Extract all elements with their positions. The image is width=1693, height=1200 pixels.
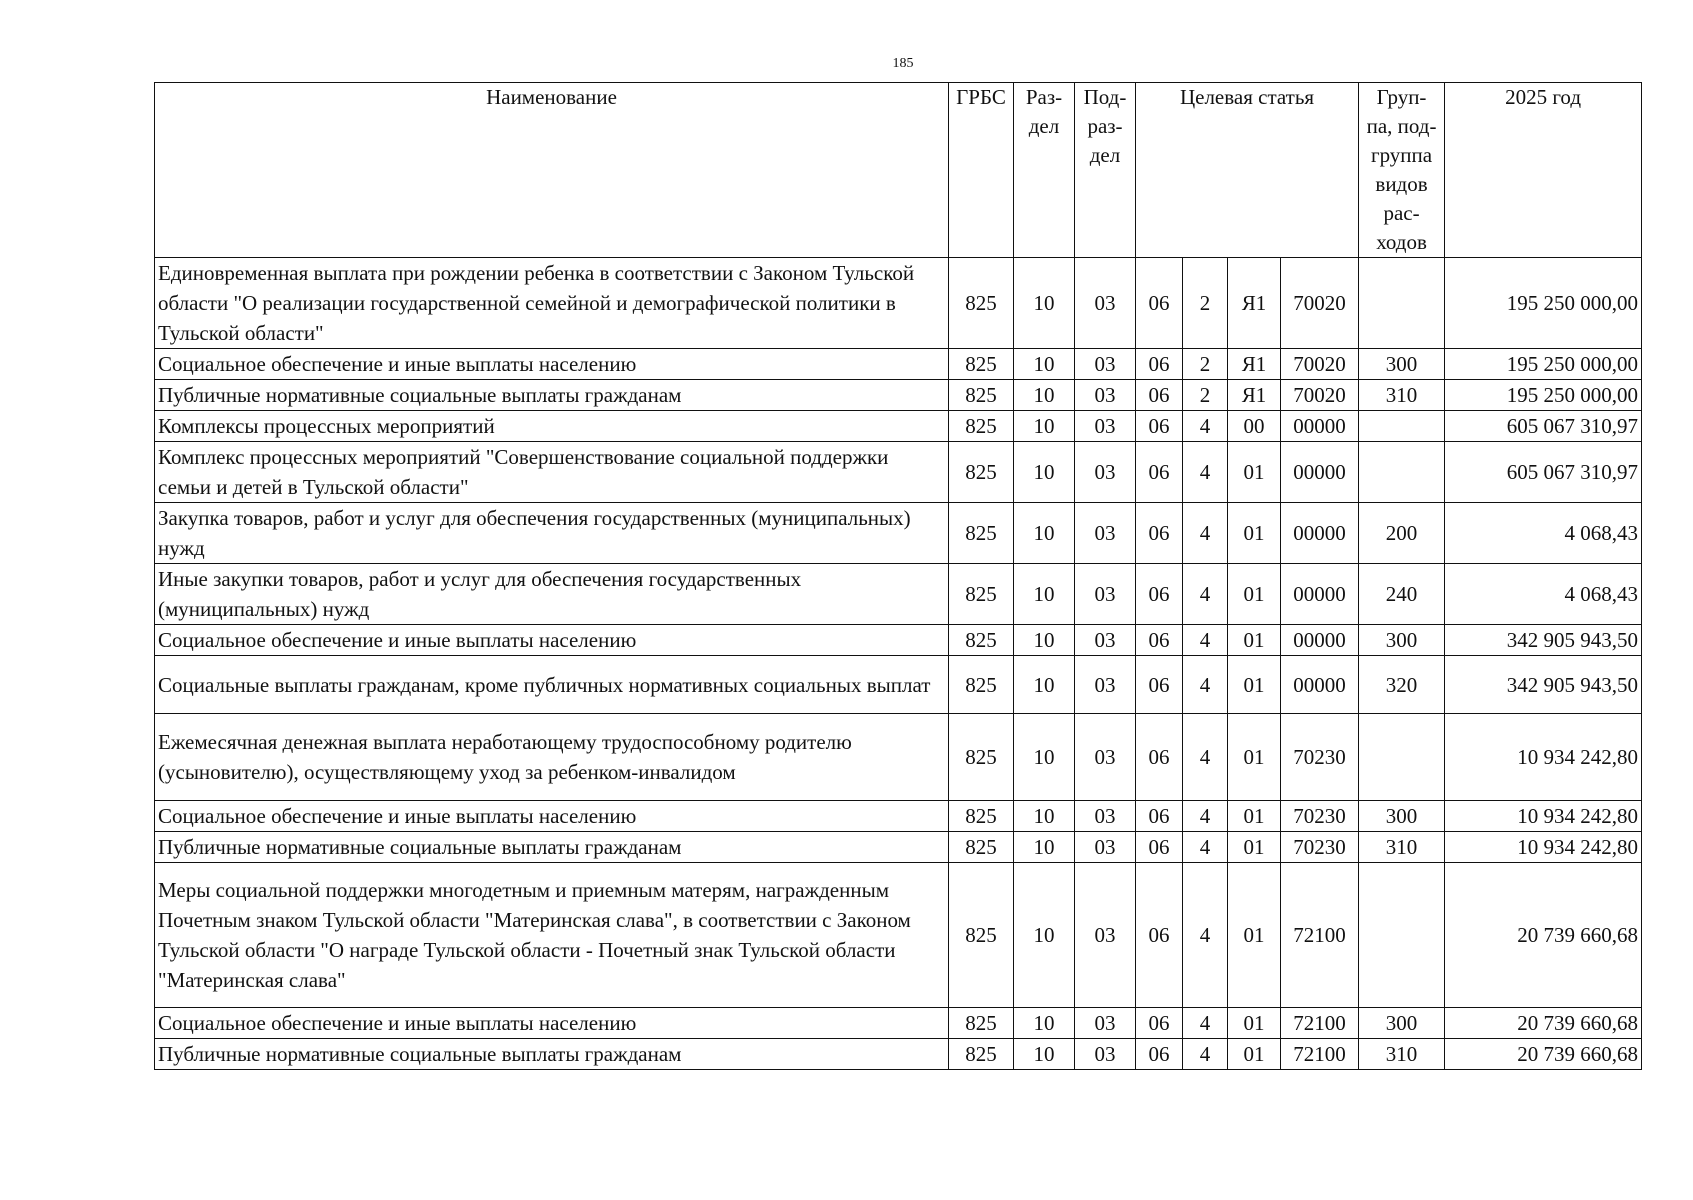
row-target-part2: 4 <box>1183 863 1228 1008</box>
row-podrazdel: 03 <box>1075 1008 1136 1039</box>
table-row <box>155 832 1642 863</box>
row-target-part4: 00000 <box>1281 503 1359 564</box>
row-podrazdel: 03 <box>1075 832 1136 863</box>
table-row <box>155 801 1642 832</box>
row-name: Единовременная выплата при рождении ребенка в соответствии с Законом Тульской области "О реализации государственной семейной и демографической политики в Тульской области" <box>155 258 949 349</box>
row-razdel: 10 <box>1014 801 1075 832</box>
row-podrazdel: 03 <box>1075 503 1136 564</box>
row-target-part2: 2 <box>1183 380 1228 411</box>
header-podrazdel: Под- раз- дел <box>1075 83 1136 258</box>
budget-table <box>154 82 1642 1070</box>
row-target-part1: 06 <box>1136 714 1183 801</box>
row-target-part1: 06 <box>1136 503 1183 564</box>
row-target-part1: 06 <box>1136 832 1183 863</box>
row-target-part3: 01 <box>1228 832 1281 863</box>
row-name: Социальное обеспечение и иные выплаты населению <box>155 349 949 380</box>
table-row <box>155 380 1642 411</box>
row-grbs: 825 <box>949 564 1014 625</box>
row-razdel: 10 <box>1014 1039 1075 1070</box>
row-target-part4: 70020 <box>1281 380 1359 411</box>
row-razdel: 10 <box>1014 442 1075 503</box>
row-razdel: 10 <box>1014 656 1075 714</box>
table-row <box>155 1039 1642 1070</box>
row-expense-group <box>1359 714 1445 801</box>
row-name: Публичные нормативные социальные выплаты гражданам <box>155 380 949 411</box>
row-amount: 4 068,43 <box>1445 564 1642 625</box>
row-target-part1: 06 <box>1136 380 1183 411</box>
row-target-part3: 01 <box>1228 1008 1281 1039</box>
row-razdel: 10 <box>1014 564 1075 625</box>
row-podrazdel: 03 <box>1075 258 1136 349</box>
row-name: Комплексы процессных мероприятий <box>155 411 949 442</box>
row-amount: 4 068,43 <box>1445 503 1642 564</box>
row-target-part1: 06 <box>1136 258 1183 349</box>
row-podrazdel: 03 <box>1075 714 1136 801</box>
row-expense-group: 200 <box>1359 503 1445 564</box>
row-target-part2: 4 <box>1183 832 1228 863</box>
row-target-part4: 72100 <box>1281 1039 1359 1070</box>
row-amount: 195 250 000,00 <box>1445 258 1642 349</box>
table-header-row <box>155 83 1642 258</box>
row-target-part3: Я1 <box>1228 380 1281 411</box>
row-target-part2: 2 <box>1183 258 1228 349</box>
row-target-part2: 4 <box>1183 411 1228 442</box>
row-amount: 20 739 660,68 <box>1445 863 1642 1008</box>
table-row <box>155 442 1642 503</box>
row-expense-group: 300 <box>1359 349 1445 380</box>
header-razdel: Раз- дел <box>1014 83 1075 258</box>
row-target-part2: 4 <box>1183 656 1228 714</box>
row-expense-group: 310 <box>1359 1039 1445 1070</box>
row-target-part3: 01 <box>1228 503 1281 564</box>
header-expense-group: Груп- па, под- группа видов рас- ходов <box>1359 83 1445 258</box>
row-grbs: 825 <box>949 625 1014 656</box>
row-target-part1: 06 <box>1136 656 1183 714</box>
row-expense-group <box>1359 258 1445 349</box>
row-target-part2: 4 <box>1183 1008 1228 1039</box>
row-name: Социальное обеспечение и иные выплаты населению <box>155 801 949 832</box>
row-razdel: 10 <box>1014 625 1075 656</box>
table-row <box>155 863 1642 1008</box>
row-grbs: 825 <box>949 863 1014 1008</box>
row-expense-group: 300 <box>1359 625 1445 656</box>
row-podrazdel: 03 <box>1075 863 1136 1008</box>
row-target-part4: 70020 <box>1281 349 1359 380</box>
row-name: Закупка товаров, работ и услуг для обеспечения государственных (муниципальных) нужд <box>155 503 949 564</box>
row-target-part4: 00000 <box>1281 411 1359 442</box>
header-target-article: Целевая статья <box>1136 83 1359 258</box>
row-name: Социальное обеспечение и иные выплаты населению <box>155 625 949 656</box>
table-row <box>155 258 1642 349</box>
row-target-part1: 06 <box>1136 863 1183 1008</box>
row-target-part2: 2 <box>1183 349 1228 380</box>
row-razdel: 10 <box>1014 258 1075 349</box>
row-target-part3: 01 <box>1228 564 1281 625</box>
row-grbs: 825 <box>949 656 1014 714</box>
row-target-part3: 01 <box>1228 801 1281 832</box>
row-razdel: 10 <box>1014 714 1075 801</box>
row-expense-group <box>1359 863 1445 1008</box>
table-row <box>155 714 1642 801</box>
table-row <box>155 625 1642 656</box>
row-razdel: 10 <box>1014 832 1075 863</box>
row-grbs: 825 <box>949 503 1014 564</box>
row-amount: 10 934 242,80 <box>1445 832 1642 863</box>
row-amount: 20 739 660,68 <box>1445 1008 1642 1039</box>
row-grbs: 825 <box>949 258 1014 349</box>
row-name: Социальное обеспечение и иные выплаты населению <box>155 1008 949 1039</box>
row-target-part3: 01 <box>1228 714 1281 801</box>
row-target-part1: 06 <box>1136 625 1183 656</box>
row-target-part2: 4 <box>1183 442 1228 503</box>
row-podrazdel: 03 <box>1075 442 1136 503</box>
row-name: Иные закупки товаров, работ и услуг для обеспечения государственных (муниципальных) нужд <box>155 564 949 625</box>
row-grbs: 825 <box>949 1039 1014 1070</box>
row-target-part1: 06 <box>1136 442 1183 503</box>
row-target-part1: 06 <box>1136 1039 1183 1070</box>
row-razdel: 10 <box>1014 1008 1075 1039</box>
row-target-part4: 00000 <box>1281 564 1359 625</box>
row-podrazdel: 03 <box>1075 625 1136 656</box>
row-amount: 605 067 310,97 <box>1445 442 1642 503</box>
row-grbs: 825 <box>949 442 1014 503</box>
row-target-part1: 06 <box>1136 564 1183 625</box>
row-expense-group: 300 <box>1359 801 1445 832</box>
table-row <box>155 1008 1642 1039</box>
row-target-part3: Я1 <box>1228 349 1281 380</box>
row-target-part2: 4 <box>1183 1039 1228 1070</box>
row-podrazdel: 03 <box>1075 656 1136 714</box>
row-name: Меры социальной поддержки многодетным и приемным матерям, награжденным Почетным знаком Тульской области "Материнская слава", в соответствии с Законом Тульской области "О награде Тульской области - Почетный знак Тульской области "Материнская слава" <box>155 863 949 1008</box>
row-name: Ежемесячная денежная выплата неработающему трудоспособному родителю (усыновителю), осуществляющему уход за ребенком-инвалидом <box>155 714 949 801</box>
row-podrazdel: 03 <box>1075 411 1136 442</box>
row-name: Комплекс процессных мероприятий "Совершенствование социальной поддержки семьи и детей в Тульской области" <box>155 442 949 503</box>
table-row <box>155 411 1642 442</box>
row-amount: 195 250 000,00 <box>1445 349 1642 380</box>
row-grbs: 825 <box>949 832 1014 863</box>
row-grbs: 825 <box>949 801 1014 832</box>
row-name: Публичные нормативные социальные выплаты гражданам <box>155 832 949 863</box>
table-row <box>155 656 1642 714</box>
header-grbs: ГРБС <box>949 83 1014 258</box>
row-target-part2: 4 <box>1183 564 1228 625</box>
row-target-part4: 00000 <box>1281 656 1359 714</box>
row-expense-group <box>1359 442 1445 503</box>
row-target-part2: 4 <box>1183 801 1228 832</box>
row-amount: 342 905 943,50 <box>1445 625 1642 656</box>
row-razdel: 10 <box>1014 349 1075 380</box>
row-target-part3: 01 <box>1228 442 1281 503</box>
row-razdel: 10 <box>1014 380 1075 411</box>
row-amount: 605 067 310,97 <box>1445 411 1642 442</box>
row-target-part2: 4 <box>1183 625 1228 656</box>
row-target-part4: 00000 <box>1281 442 1359 503</box>
header-year: 2025 год <box>1445 83 1642 258</box>
row-expense-group <box>1359 411 1445 442</box>
row-amount: 20 739 660,68 <box>1445 1039 1642 1070</box>
row-target-part2: 4 <box>1183 714 1228 801</box>
row-podrazdel: 03 <box>1075 564 1136 625</box>
row-expense-group: 240 <box>1359 564 1445 625</box>
row-target-part4: 70230 <box>1281 714 1359 801</box>
row-amount: 342 905 943,50 <box>1445 656 1642 714</box>
row-target-part4: 72100 <box>1281 1008 1359 1039</box>
row-amount: 195 250 000,00 <box>1445 380 1642 411</box>
row-grbs: 825 <box>949 714 1014 801</box>
row-target-part4: 70020 <box>1281 258 1359 349</box>
row-target-part1: 06 <box>1136 1008 1183 1039</box>
row-target-part1: 06 <box>1136 349 1183 380</box>
row-amount: 10 934 242,80 <box>1445 801 1642 832</box>
header-name: Наименование <box>155 83 949 258</box>
table-row <box>155 503 1642 564</box>
row-target-part3: 00 <box>1228 411 1281 442</box>
row-razdel: 10 <box>1014 863 1075 1008</box>
row-target-part3: 01 <box>1228 656 1281 714</box>
row-target-part2: 4 <box>1183 503 1228 564</box>
row-expense-group: 320 <box>1359 656 1445 714</box>
row-target-part3: Я1 <box>1228 258 1281 349</box>
row-target-part4: 72100 <box>1281 863 1359 1008</box>
row-podrazdel: 03 <box>1075 349 1136 380</box>
row-razdel: 10 <box>1014 411 1075 442</box>
row-grbs: 825 <box>949 1008 1014 1039</box>
row-name: Публичные нормативные социальные выплаты гражданам <box>155 1039 949 1070</box>
page-number: 185 <box>892 56 914 71</box>
row-amount: 10 934 242,80 <box>1445 714 1642 801</box>
row-expense-group: 300 <box>1359 1008 1445 1039</box>
row-target-part1: 06 <box>1136 801 1183 832</box>
row-name: Социальные выплаты гражданам, кроме публичных нормативных социальных выплат <box>155 656 949 714</box>
row-grbs: 825 <box>949 380 1014 411</box>
row-expense-group: 310 <box>1359 380 1445 411</box>
row-target-part3: 01 <box>1228 625 1281 656</box>
table-row <box>155 349 1642 380</box>
row-target-part4: 00000 <box>1281 625 1359 656</box>
row-grbs: 825 <box>949 411 1014 442</box>
row-target-part4: 70230 <box>1281 832 1359 863</box>
table-body <box>155 258 1642 1070</box>
row-razdel: 10 <box>1014 503 1075 564</box>
row-target-part3: 01 <box>1228 863 1281 1008</box>
table-row <box>155 564 1642 625</box>
row-podrazdel: 03 <box>1075 801 1136 832</box>
row-target-part3: 01 <box>1228 1039 1281 1070</box>
row-target-part1: 06 <box>1136 411 1183 442</box>
row-podrazdel: 03 <box>1075 380 1136 411</box>
row-grbs: 825 <box>949 349 1014 380</box>
row-target-part4: 70230 <box>1281 801 1359 832</box>
row-expense-group: 310 <box>1359 832 1445 863</box>
row-podrazdel: 03 <box>1075 1039 1136 1070</box>
